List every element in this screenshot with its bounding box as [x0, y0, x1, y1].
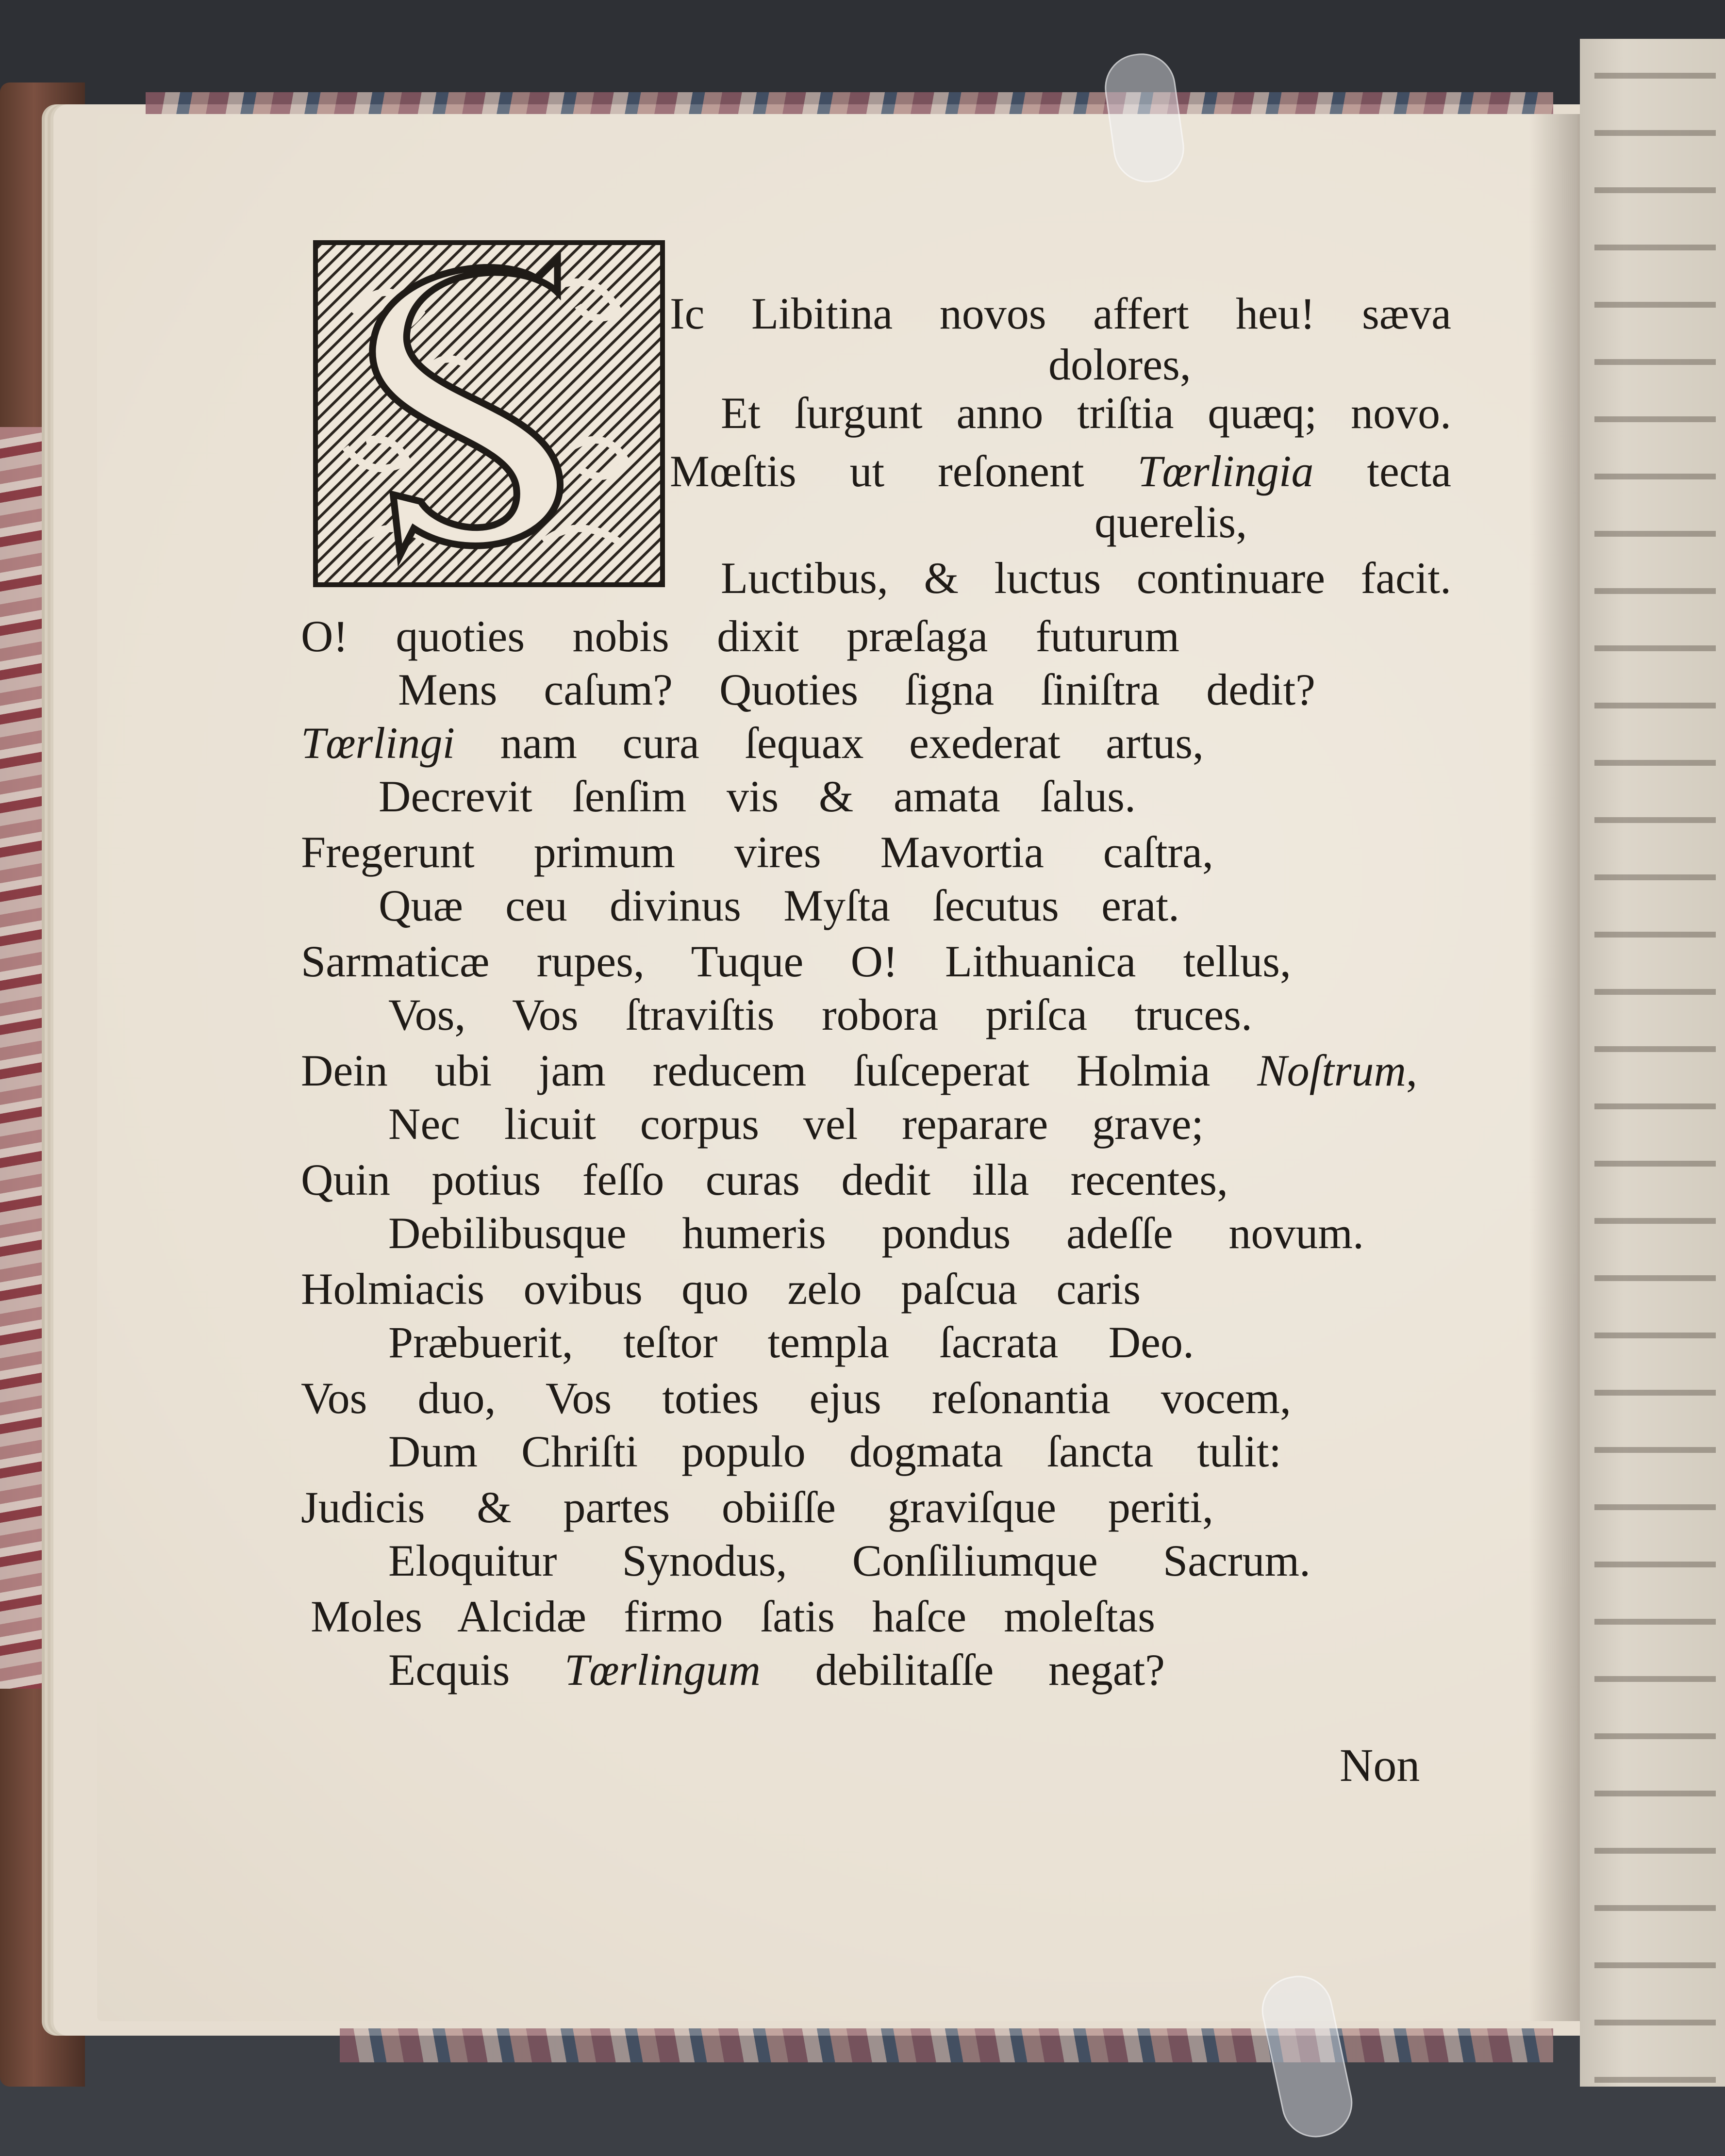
verse-line: dolores,: [1048, 340, 1191, 389]
verse-line: [301, 1048, 1417, 1093]
verse-fragment: Mœſtis ut reſonent: [670, 446, 1138, 496]
verse-line: Luctibus, & luctus continuare facit.: [721, 553, 1451, 603]
verse-line: Vos duo, Vos toties ejus reſonantia vocem,: [301, 1373, 1291, 1423]
verse-line: Quin potius feſſo curas dedit illa recentes,: [301, 1155, 1228, 1204]
verse-line: [301, 718, 1204, 768]
verse-line: O! quoties nobis dixit præſaga futurum: [301, 611, 1179, 661]
verse-line: Judicis & partes obiiſſe graviſque periti,: [301, 1482, 1213, 1532]
verse-fragment: ,: [1406, 1046, 1417, 1095]
catchword: Non: [1340, 1739, 1420, 1791]
verse-fragment: debilitaſſe negat?: [760, 1645, 1165, 1695]
verse-line: Quæ ceu divinus Myſta ſecutus erat.: [379, 881, 1179, 930]
verse-line: Fregerunt primum vires Mavortia caſtra,: [301, 827, 1213, 877]
verse-line: [670, 446, 1452, 496]
verse-italic: Tœrlingum: [564, 1645, 761, 1695]
verse-line: Debilibusque humeris pondus adeſſe novum.: [388, 1208, 1364, 1258]
verse-fragment: nam cura ſequax exederat artus,: [455, 718, 1204, 768]
verse-italic: Tœrlingi: [301, 718, 455, 768]
verse-fragment: tecta: [1313, 446, 1452, 496]
verse-italic: Noſtrum: [1257, 1046, 1406, 1095]
verse-line: Ic Libitina novos affert heu! sæva: [670, 289, 1451, 338]
verse-line: Nec licuit corpus vel reparare grave;: [388, 1099, 1204, 1149]
verse-line: Mens caſum? Quoties ſigna ſiniſtra dedit?: [398, 665, 1315, 714]
verse-line: Moles Alcidæ firmo ſatis haſce moleſtas: [311, 1592, 1155, 1641]
verse-italic: Tœrlingia: [1137, 446, 1314, 496]
verse-line: Sarmaticæ rupes, Tuque O! Lithuanica tellus,: [301, 937, 1291, 986]
verse-line: Vos, Vos ſtraviſtis robora priſca truces.: [388, 990, 1252, 1039]
verse-fragment: Ecquis: [388, 1645, 564, 1695]
verse-line: Et ſurgunt anno triſtia quæq; novo.: [721, 388, 1451, 438]
verse-line: Holmiacis ovibus quo zelo paſcua caris: [301, 1264, 1141, 1314]
verse-fragment: Dein ubi jam reducem ſuſceperat Holmia: [301, 1046, 1258, 1095]
verse-line: [388, 1645, 1165, 1695]
verse-line: querelis,: [1095, 497, 1247, 547]
verse-line: Decrevit ſenſim vis & amata ſalus.: [379, 772, 1136, 821]
verse-line: Dum Chriſti populo dogmata ſancta tulit:: [388, 1427, 1281, 1476]
verse-line: Eloquitur Synodus, Conſiliumque Sacrum.: [388, 1536, 1310, 1585]
verse-line: Præbuerit, teſtor templa ſacrata Deo.: [388, 1317, 1194, 1367]
